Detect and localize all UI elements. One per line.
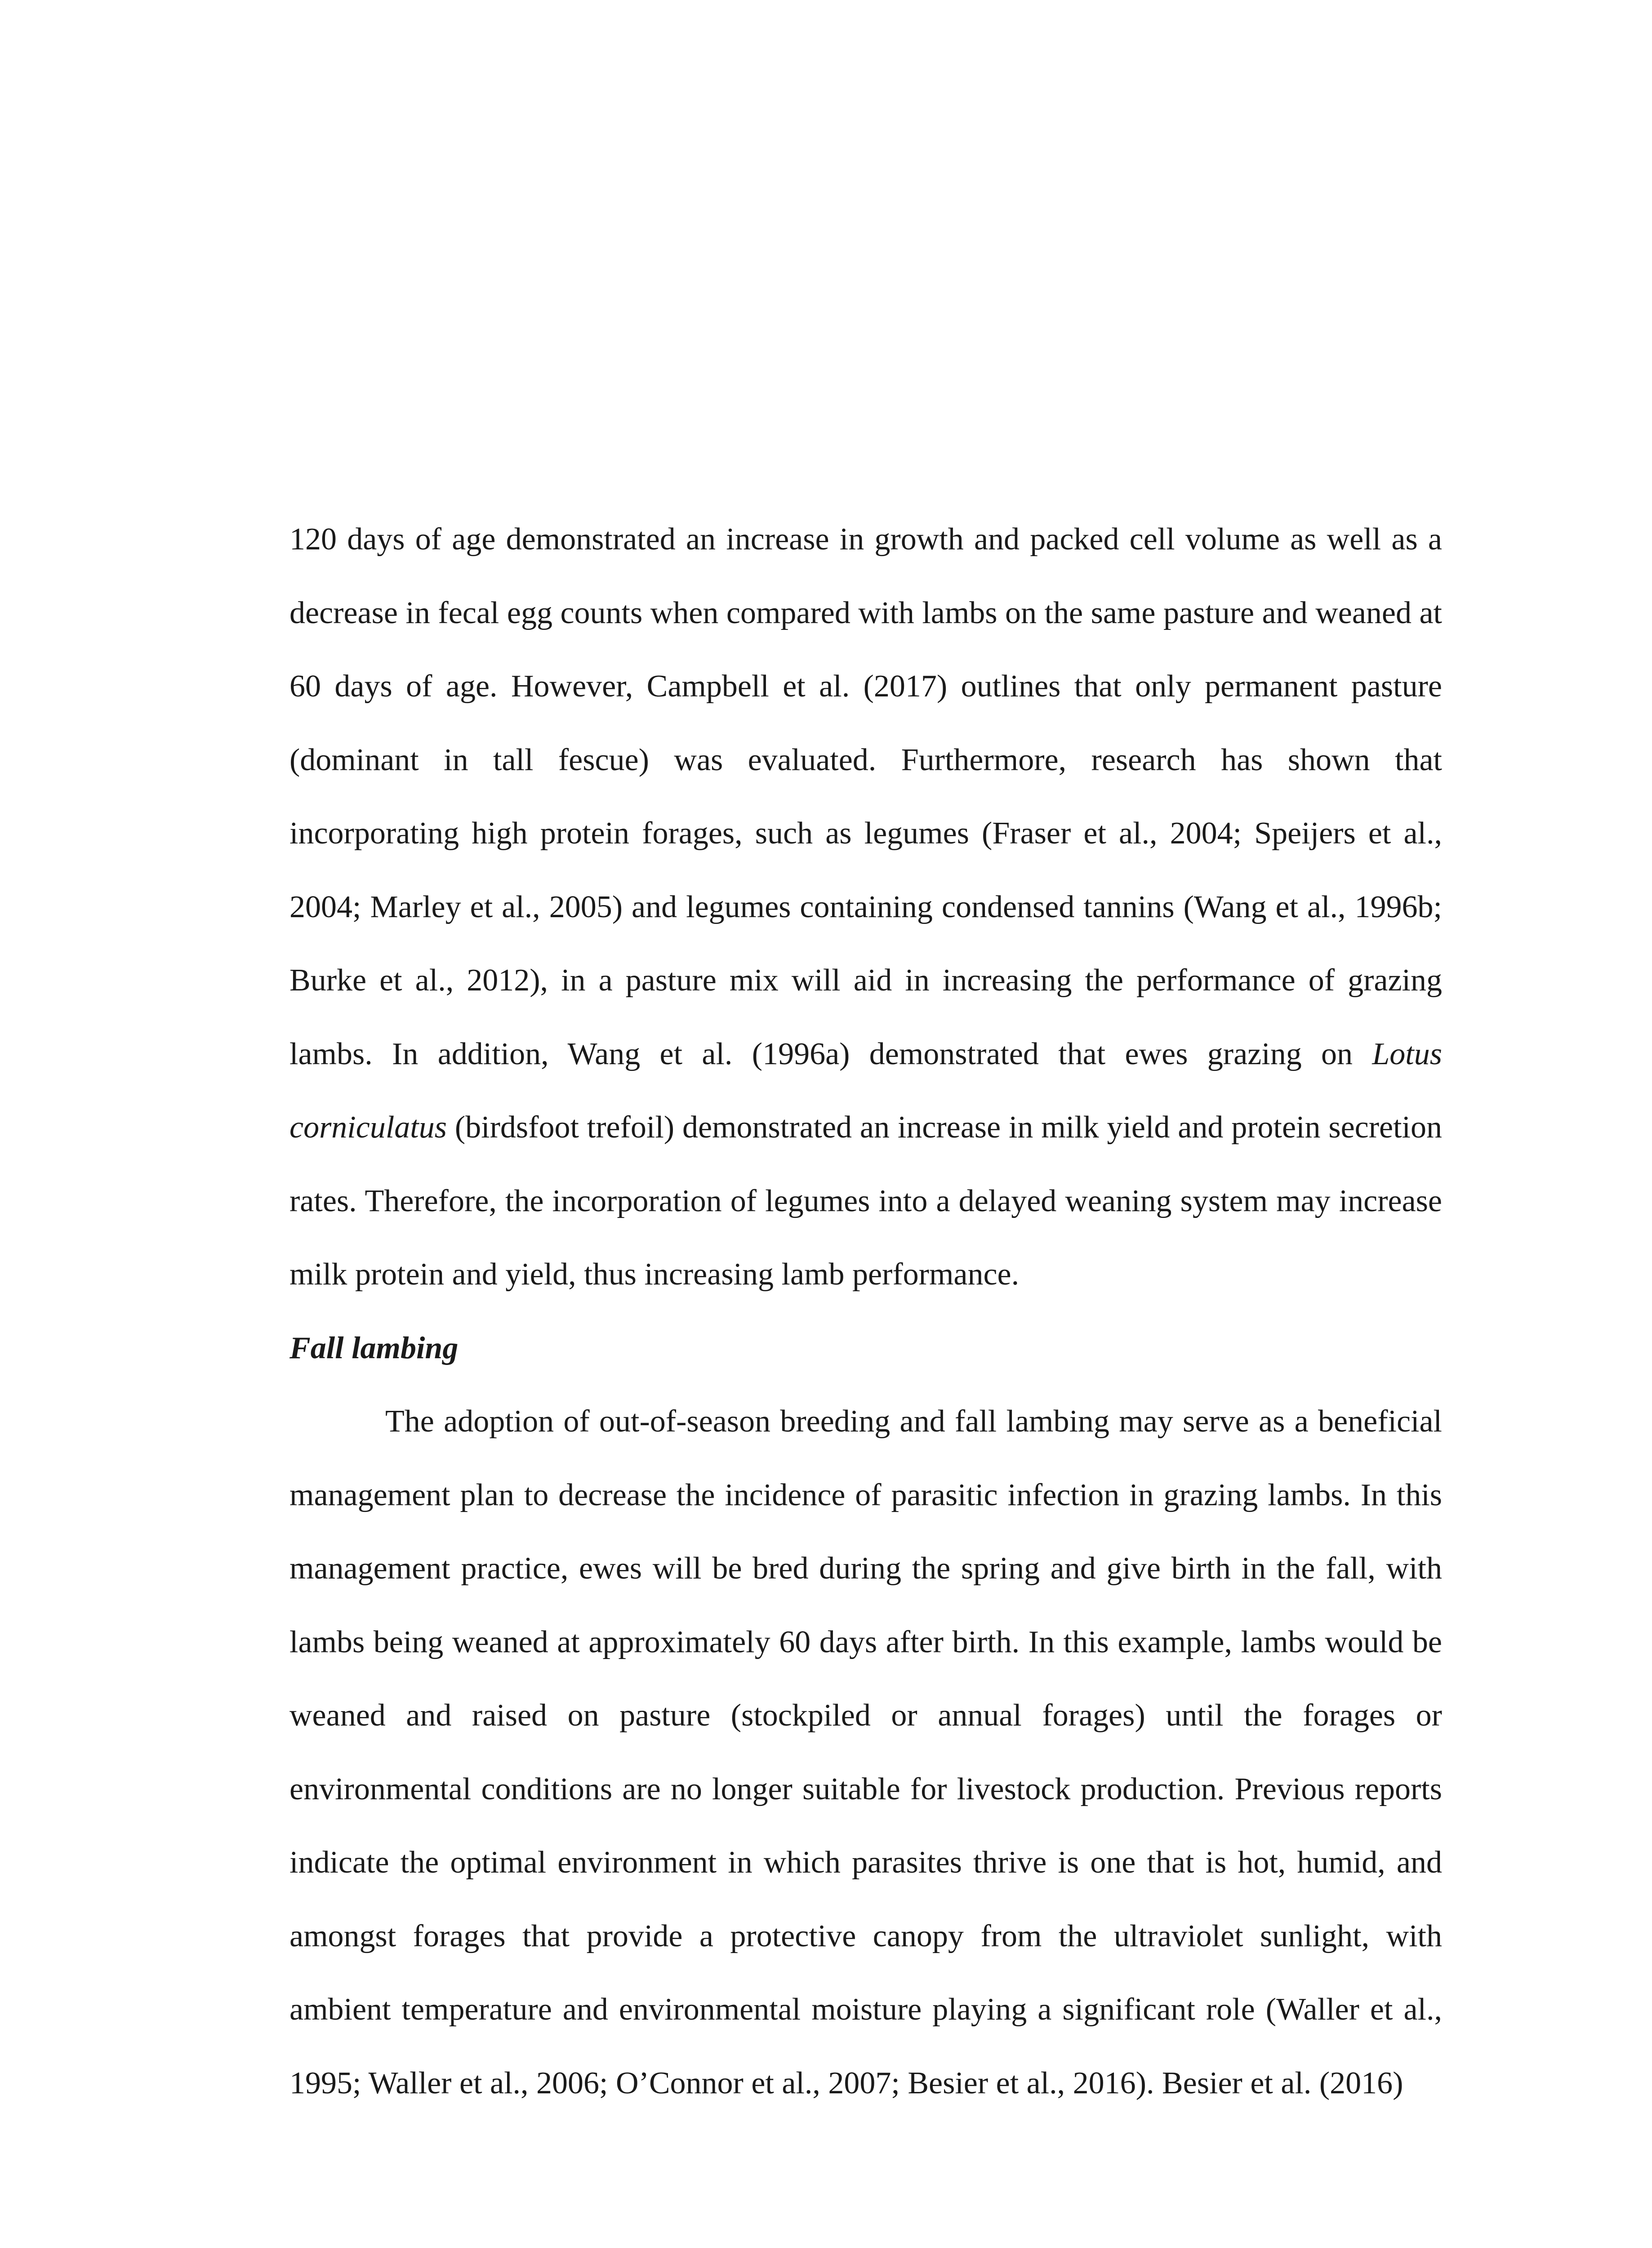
paragraph-text: (birdsfoot trefoil) demonstrated an increase in milk yield and protein secretion rates. Therefore, the incorporation of legumes into a delayed weaning system may increase milk protein and yield, thus increasing lamb performance. [289,1110,1442,1292]
species-name: Lotus corniculatus [289,1036,1442,1145]
body-text [289,503,1442,2120]
paragraph-delayed-weaning [289,503,1442,1311]
section-heading-fall-lambing: Fall lambing [289,1330,459,1365]
paragraph-fall-lambing: The adoption of out-of-season breeding and fall lambing may serve as a beneficial management plan to decrease the incidence of parasitic infection in grazing lambs. In this management practice, ewes will be bred during the spring and give birth in the fall, with lambs being weaned at approximately 60 days after birth. In this example, lambs would be weaned and raised on pasture (stockpiled or annual forages) until the forages or environmental conditions are no longer suitable for livestock production. Previous reports indicate the optimal environment in which parasites thrive is one that is hot, humid, and amongst forages that provide a protective canopy from the ultraviolet sunlight, with ambient temperature and environmental moisture playing a significant role (Waller et al., 1995; Waller et al., 2006; O’Connor et al., 2007; Besier et al., 2016). Besier et al. (2016) [289,1404,1442,2101]
paragraph-text: 120 days of age demonstrated an increase in growth and packed cell volume as well as a decrease in fecal egg counts when compared with lambs on the same pasture and weaned at 60 days of age. However, Campbell et al. (2017) outlines that only permanent pasture (dominant in tall fescue) was evaluated. Furthermore, research has shown that incorporating high protein forages, such as legumes (Fraser et al., 2004; Speijers et al., 2004; Marley et al., 2005) and legumes containing condensed tannins (Wang et al., 1996b; Burke et al., 2012), in a pasture mix will aid in increasing the performance of grazing lambs. In addition, Wang et al. (1996a) demonstrated that ewes grazing on [289,522,1442,1071]
